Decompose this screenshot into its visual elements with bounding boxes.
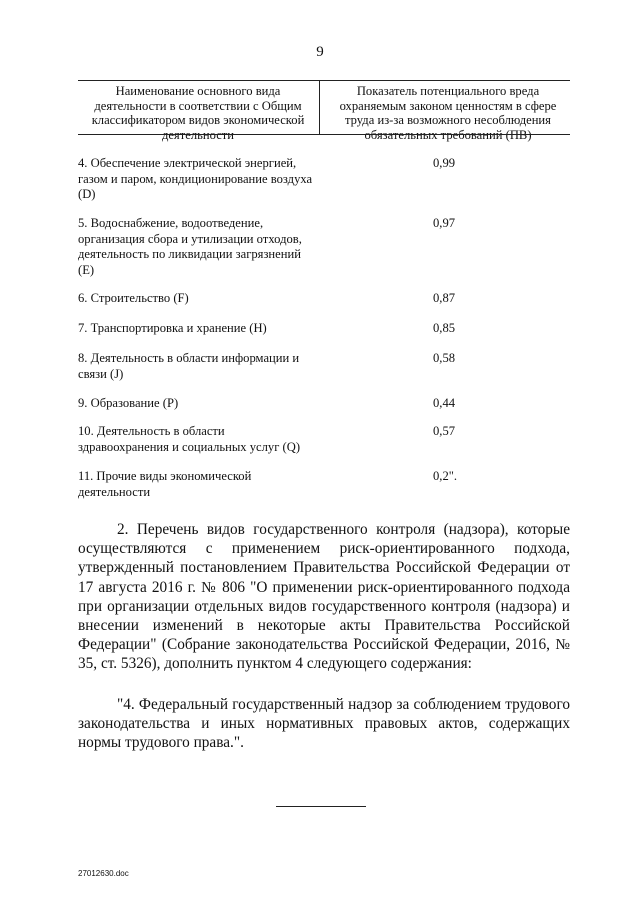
header-harm-indicator: Показатель потенциального вреда охраняемым законом ценностям в сфере труда из-за возможного несоблюдения обязательных требований (ПВ) (339, 84, 557, 142)
header-activity-name: Наименование основного вида деятельности в соответствии с Общим классификатором видов экономической деятельности (91, 84, 305, 142)
table-top-rule (78, 80, 570, 81)
activity-name: 9. Образование (P) (78, 396, 179, 410)
activity-name: 5. Водоснабжение, водоотведение, организация сбора и утилизации отходов, деятельность по ликвидации загрязнений (E) (78, 216, 302, 277)
activity-name: 7. Транспортировка и хранение (H) (78, 321, 267, 335)
activity-name: 4. Обеспечение электрической энергией, газом и паром, кондиционирование воздуха (D) (78, 156, 313, 201)
activity-name: 8. Деятельность в области информации и связи (J) (78, 351, 300, 381)
harm-value: 0,58 (433, 351, 456, 365)
harm-value: 0,87 (433, 291, 456, 305)
page-number: 9 (316, 44, 324, 60)
header-column-divider (319, 80, 320, 134)
harm-value: 0,99 (433, 156, 456, 170)
harm-value: 0,57 (433, 424, 456, 438)
harm-value: 0,97 (433, 216, 456, 230)
activity-name: 11. Прочие виды экономической деятельности (78, 469, 252, 499)
harm-value: 0,44 (433, 396, 456, 410)
document-filename: 27012630.doc (78, 869, 129, 878)
closing-rule (276, 806, 366, 807)
quoted-clause-paragraph: "4. Федеральный государственный надзор за соблюдением трудового законодательства и иных нормативных правовых актов, содержащих нормы трудового права.". (78, 696, 570, 752)
activity-name: 6. Строительство (F) (78, 291, 189, 305)
harm-value: 0,85 (433, 321, 456, 335)
activity-name: 10. Деятельность в области здравоохранения и социальных услуг (Q) (78, 424, 301, 454)
amendment-paragraph: 2. Перечень видов государственного контроля (надзора), которые осуществляются с применением риск-ориентированного подхода, утвержденный постановлением Правительства Российской Федерации от 17 августа 2016 г. № 806 "О применении риск-ориентированного подхода при организации отдельных видов государственного контроля (надзора) и внесении изменений в некоторые акты Правительства Российской Федерации" (Собрание законодательства Российской Федерации, 2016, № 35, ст. 5326), дополнить пунктом 4 следующего содержания: (78, 521, 570, 673)
header-bottom-rule (78, 134, 570, 135)
harm-value: 0,2". (433, 469, 458, 483)
